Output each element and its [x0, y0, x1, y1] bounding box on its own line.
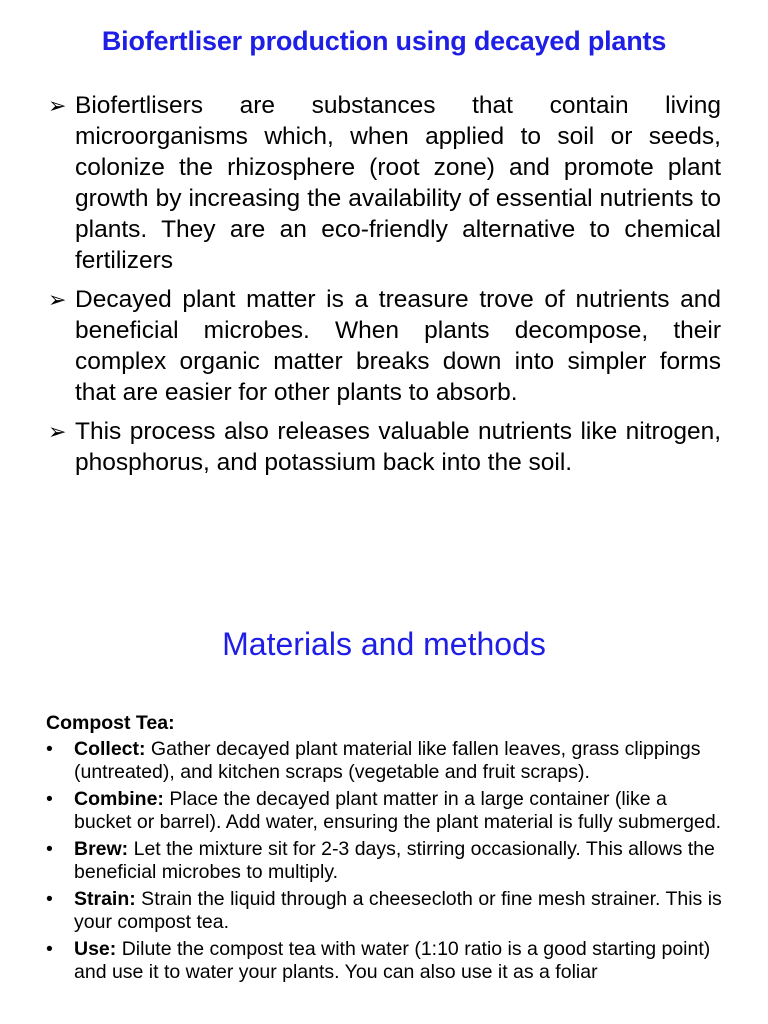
step-text: Let the mixture sit for 2-3 days, stirring occasionally. This allows the beneficial microbes to multiply. [74, 838, 715, 883]
step-item [46, 888, 726, 934]
step-term: Collect: [74, 738, 146, 760]
intro-bullet-text: Decayed plant matter is a treasure trove of nutrients and beneficial microbes. When plants decompose, their complex organic matter breaks down into simpler forms that are easier for other plants to absorb. [75, 286, 721, 406]
step-item [46, 938, 726, 984]
compost-tea-heading: Compost Tea: [46, 712, 175, 734]
step-text: Gather decayed plant material like fallen leaves, grass clippings (untreated), and kitchen scraps (vegetable and fruit scraps). [74, 738, 701, 783]
step-text: Place the decayed plant matter in a large container (like a bucket or barrel). Add water, ensuring the plant material is fully submerged. [74, 788, 722, 833]
step-item [46, 738, 726, 784]
bullet-dot-icon: • [46, 738, 53, 760]
step-item [46, 788, 726, 834]
arrow-bullet-icon: ➢ [48, 287, 67, 312]
slide-title: Biofertliser production using decayed plants [101, 26, 667, 56]
step-term: Brew: [74, 838, 129, 860]
step-term: Strain: [74, 888, 136, 910]
compost-tea-steps [46, 738, 726, 988]
arrow-bullet-icon: ➢ [48, 419, 67, 444]
bullet-dot-icon: • [46, 838, 53, 860]
intro-bullet-text: This process also releases valuable nutrients like nitrogen, phosphorus, and potassium back into the soil. [75, 418, 721, 476]
intro-bullet [48, 90, 721, 276]
step-term: Use: [74, 938, 117, 960]
arrow-bullet-icon: ➢ [48, 93, 67, 118]
bullet-dot-icon: • [46, 888, 53, 910]
step-text: Dilute the compost tea with water (1:10 ratio is a good starting point) and use it to water your plants. You can also use it as a foliar [74, 938, 711, 983]
intro-bullet-list [48, 90, 721, 486]
step-item [46, 838, 726, 884]
bullet-dot-icon: • [46, 938, 53, 960]
section-title: Materials and methods [222, 626, 546, 662]
intro-bullet-text: Biofertlisers are substances that contain living microorganisms which, when applied to soil or seeds, colonize the rhizosphere (root zone) and promote plant growth by increasing the availability of essential nutrients to plants. They are an eco-friendly alternative to chemical fertilizers [75, 92, 721, 274]
bullet-dot-icon: • [46, 788, 53, 810]
intro-bullet [48, 284, 721, 408]
step-text: Strain the liquid through a cheesecloth or fine mesh strainer. This is your compost tea. [74, 888, 722, 933]
step-term: Combine: [74, 788, 164, 810]
intro-bullet [48, 416, 721, 478]
